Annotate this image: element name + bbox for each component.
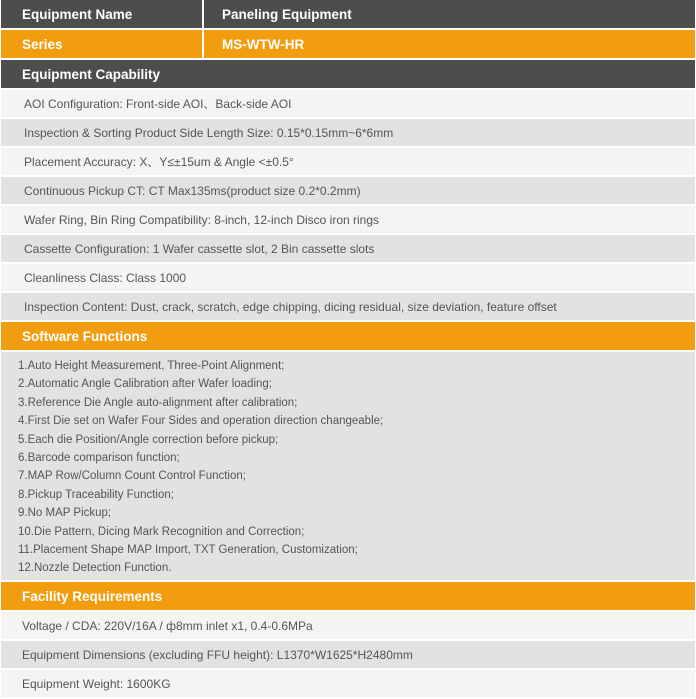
equipment-name-row xyxy=(1,0,695,30)
capability-item: AOI Configuration: Front-side AOI、Back-side AOI xyxy=(1,90,695,119)
software-function-item: 6.Barcode comparison function; xyxy=(18,451,180,464)
software-function-item: 10.Die Pattern, Dicing Mark Recognition and Correction; xyxy=(18,525,305,538)
capability-item: Inspection & Sorting Product Side Length Size: 0.15*0.15mm~6*6mm xyxy=(1,119,695,148)
facility-title: Facility Requirements xyxy=(22,588,163,604)
software-function-item: 8.Pickup Traceability Function; xyxy=(18,488,174,501)
software-function-item: 12.Nozzle Detection Function. xyxy=(18,562,172,575)
facility-section-header xyxy=(1,582,695,612)
equipment-name-label: Equipment Name xyxy=(1,0,204,28)
capability-item: Cleanliness Class: Class 1000 xyxy=(1,264,695,293)
software-function-item: 11.Placement Shape MAP Import, TXT Generation, Customization; xyxy=(18,543,358,556)
software-function-item: 7.MAP Row/Column Count Control Function; xyxy=(18,470,246,483)
software-function-item: 9.No MAP Pickup; xyxy=(18,507,112,520)
software-function-item: 5.Each die Position/Angle correction before pickup; xyxy=(18,433,279,446)
software-function-item: 3.Reference Die Angle auto-alignment after calibration; xyxy=(18,396,298,409)
capability-section-header xyxy=(1,60,695,90)
capability-item: Placement Accuracy: X、Y≤±15um & Angle <±0.5° xyxy=(1,148,695,177)
spec-table xyxy=(1,0,695,699)
equipment-name-value: Paneling Equipment xyxy=(222,6,352,22)
capability-item: Wafer Ring, Bin Ring Compatibility: 8-inch, 12-inch Disco iron rings xyxy=(1,206,695,235)
capability-item: Inspection Content: Dust, crack, scratch, edge chipping, dicing residual, size deviation, feature offset xyxy=(1,293,695,322)
facility-item: Voltage / CDA: 220V/16A / ф8mm inlet x1, 0.4-0.6MPa xyxy=(1,612,695,641)
software-function-list xyxy=(1,352,695,582)
software-function-item: 4.First Die set on Wafer Four Sides and operation direction changeable; xyxy=(18,415,384,428)
series-row xyxy=(1,30,695,60)
software-section-header xyxy=(1,322,695,352)
capability-title: Equipment Capability xyxy=(22,66,161,82)
capability-item: Cassette Configuration: 1 Wafer cassette slot, 2 Bin cassette slots xyxy=(1,235,695,264)
series-value: MS-WTW-HR xyxy=(222,36,305,52)
software-function-item: 1.Auto Height Measurement, Three-Point Alignment; xyxy=(18,360,285,372)
facility-item: Equipment Weight: 1600KG xyxy=(1,670,695,699)
software-function-item: 2.Automatic Angle Calibration after Wafer loading; xyxy=(18,378,272,391)
capability-item: Continuous Pickup CT: CT Max135ms(product size 0.2*0.2mm) xyxy=(1,177,695,206)
facility-item: Equipment Dimensions (excluding FFU height): L1370*W1625*H2480mm xyxy=(1,641,695,670)
series-label: Series xyxy=(1,30,204,58)
software-title: Software Functions xyxy=(22,328,148,344)
